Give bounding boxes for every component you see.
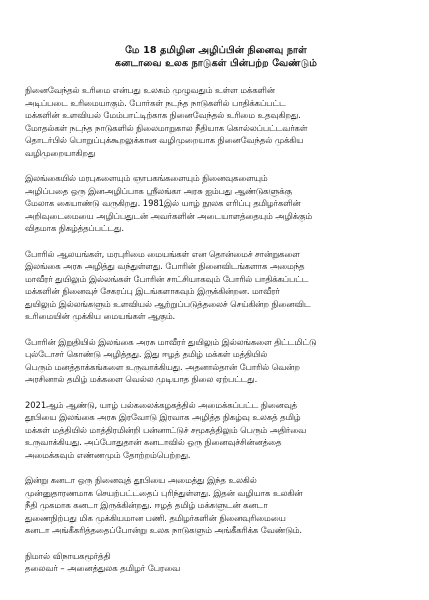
paragraph-line: 2021ஆம் ஆண்டு, யாழ் பல்கலைக்கழகத்தில் அமைக்கப்பட்ட நினைவுத் bbox=[25, 399, 298, 410]
paragraph-line: இலங்கை அரசு அழித்து வந்துள்ளது. போரின் நினைவிடங்களாக அமைந்த bbox=[25, 261, 305, 271]
paragraph-line: போரின் இறுதியில் இலங்கை அரசு மாவீரர் துயிலும் இல்லங்களை திட்டமிட்டு bbox=[25, 336, 317, 347]
paragraph-line: இலங்கையில் மரபுகளையும் ஞாபகங்களையும் நினைவுகளையும் bbox=[25, 173, 268, 183]
document-subtitle: கனடாவை உலக நாடுகள் பின்பற்ற வேண்டும் bbox=[114, 58, 318, 69]
signature-block bbox=[25, 550, 407, 575]
paragraph-5 bbox=[25, 399, 407, 462]
paragraph-4 bbox=[25, 336, 407, 386]
paragraph-line: அறிவுடைமையை அழிப்பதுடன் அவர்களின் அடையாளத்தையும் அழிக்கும் bbox=[25, 210, 313, 221]
paragraph-line: மக்களின் உளவியல் மேம்பாட்டிற்காக நினைவேந்தல் உரிமை உதவுகிறது. bbox=[25, 110, 301, 120]
paragraph-line: நீதி முகமாக கனடா இருக்கின்றது. ஈழத் தமிழ் மக்களுடன் கனடா bbox=[25, 500, 268, 510]
paragraph-line: அடிப்படை உரிமையாகும். போர்கள் நடந்த நாடுகளில் பாதிக்கப்பட்ட bbox=[25, 97, 286, 108]
paragraph-line: புல்டோசர் கொண்டு அழித்தது. இது ஈழத் தமிழ் மக்கள் மத்தியில் bbox=[25, 349, 268, 359]
signature-role: தலைவர் – அனைத்துலக தமிழர் பேரவை bbox=[25, 563, 181, 573]
paragraph-line: வழிமுறையாகிறது bbox=[25, 147, 96, 158]
paragraph-line: இன்று கனடா ஒரு நினைவுத் தூபியை அமைத்து இந்த உலகில் bbox=[25, 475, 257, 485]
paragraph-line: நினைவேந்தல் உரிமை என்பது உலகம் முழுவதும் உள்ள மக்களின் bbox=[25, 85, 275, 95]
paragraph-line: மோதல்கள் நடந்த நாடுகளில் நிலைமாறுகால நீதியாக கொல்லப்பட்டவர்கள் bbox=[25, 122, 308, 133]
paragraph-line: உருவாக்கியது. அப்போதுதான் கனடாவில் ஒரு நினைவுச்சின்னத்தை bbox=[25, 437, 282, 447]
paragraph-line: தொடர்பில் பொறுப்புக்கூறலுக்கான வழிமுறையாக நினைவேந்தல் முக்கிய bbox=[25, 135, 304, 145]
paragraph-line: மக்களின் நினைவுச் சேகரப்பு இடங்களாகவும் இருக்கின்றன. மாவீரர் bbox=[25, 286, 280, 296]
paragraph-line: போரில் ஆலயங்கள், மரபுரிமை மையங்கள் என தொன்மைச் சான்றுகளை bbox=[25, 248, 300, 259]
paragraph-line: தூபியை இலங்கை அரசு இரவோடு இரவாக அழித்த நிகழ்வு உலகத் தமிழ் bbox=[25, 412, 301, 422]
paragraph-line: மாவீரர் துயிலும் இல்லங்கள் போரின் சாட்சியாகவும் போரில் பாதிக்கப்பட்ட bbox=[25, 273, 309, 284]
paragraph-line: துயிலும் இல்லங்களும் உளவியல் ஆற்றுப்படுத்தலைச் செய்கின்ற நினைவிட bbox=[25, 298, 311, 309]
paragraph-line: அரசினால் தமிழ் மக்களை வெல்ல முடியாத நிலை ஏற்பட்டது. bbox=[25, 374, 258, 384]
document-title: மே 18 தமிழின அழிப்பின் நினைவு நாள் bbox=[125, 45, 307, 56]
paragraph-2 bbox=[25, 172, 407, 235]
signature-name: நிமால் விநாயகமூர்த்தி bbox=[25, 550, 111, 561]
paragraph-1 bbox=[25, 84, 407, 159]
paragraph-line: உரிமையின் முக்கிய மையங்கள் ஆகும். bbox=[25, 311, 176, 321]
paragraph-3 bbox=[25, 248, 407, 323]
paragraph-6 bbox=[25, 474, 407, 537]
paragraph-line: மேலாக கையாண்டு வருகிறது. 1981இல் யாழ் நூலக எரிப்பு தமிழர்களின் bbox=[25, 198, 301, 208]
paragraph-line: கனடா அங்கீகரித்ததைப்போன்று உலக நாடுகளும் அங்கீகரிக்க வேண்டும். bbox=[25, 525, 303, 535]
paragraph-line: விதமாக நிகழ்த்தப்பட்டது. bbox=[25, 223, 124, 233]
paragraph-line: பெரும் மனத்தாக்கங்களை உருவாக்கியது. அதனால்தான் போரில் வென்ற bbox=[25, 361, 300, 372]
paragraph-line: துணைநிற்பது மிக முக்கியமான பணி. தமிழர்களின் நினைவுரிமையை bbox=[25, 512, 286, 523]
paragraph-line: அமைக்கவும் எண்ணமும் தோற்றம்பெற்றது. bbox=[25, 449, 191, 460]
paragraph-line: முன்னுதாரணமாக செயற்பட்டதைப் புரிந்துள்ளது. இதன் வழியாக உலகின் bbox=[25, 487, 303, 498]
paragraph-line: மக்கள் மத்தியில் மாத்திரமின்றி பன்னாட்டுச் சமூகத்திலும் பெரும் அதிர்வை bbox=[25, 424, 307, 435]
document-body bbox=[25, 84, 407, 537]
paragraph-line: அழிப்பதை ஒரு இனஅழிப்பாக ஸ்ரீலங்கா அரசு ஐம்பது ஆண்டுகளுக்கு bbox=[25, 185, 292, 196]
